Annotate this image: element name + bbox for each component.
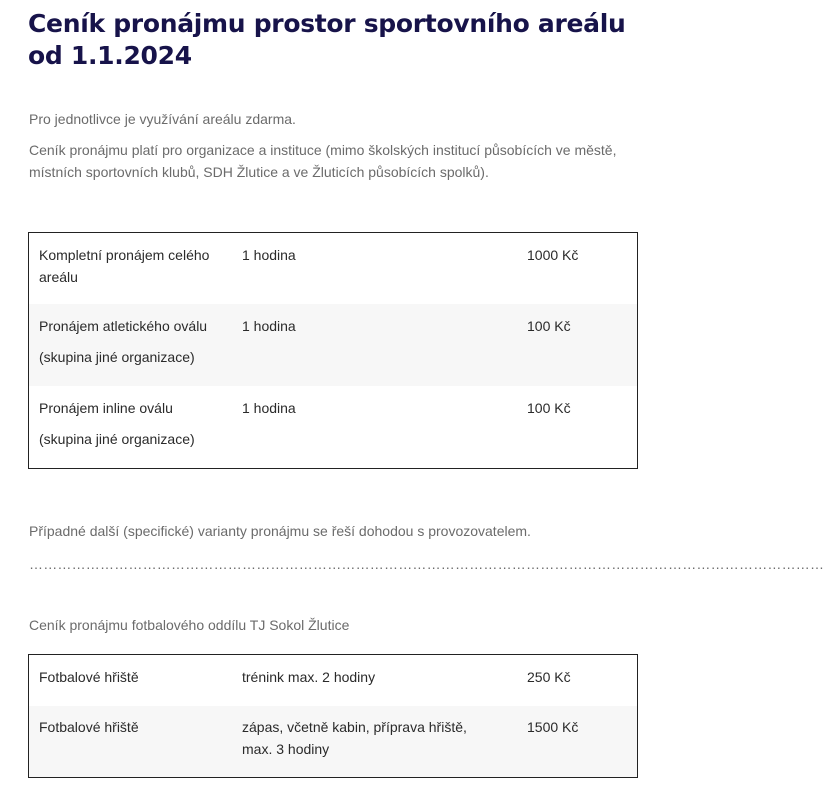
table-cell-duration [232, 315, 517, 386]
price-label: 1000 Kč [527, 247, 579, 263]
table-cell-duration [232, 666, 517, 706]
price-table-area [28, 232, 638, 469]
table-row [29, 233, 637, 304]
item-note: (skupina jiné organizace) [39, 431, 195, 447]
table-cell-item [29, 716, 232, 777]
table-cell-item [29, 244, 232, 304]
duration-label: 1 hodina [242, 247, 296, 263]
price-label: 250 Kč [527, 669, 571, 685]
price-label: 100 Kč [527, 318, 571, 334]
dotted-separator: …………………………………………………………………………………………………………………………………………………… [29, 556, 824, 572]
table-cell-price [517, 315, 637, 386]
item-label: Kompletní pronájem celého areálu [39, 247, 210, 285]
item-label: Fotbalové hřiště [39, 669, 139, 685]
intro-free-use: Pro jednotlivce je využívání areálu zdarma. [29, 111, 296, 127]
table-row [29, 655, 637, 706]
other-variants-note: Případné další (specifické) varianty pronájmu se řeší dohodou s provozovatelem. [29, 523, 531, 539]
item-label: Pronájem inline oválu [39, 400, 173, 416]
price-label: 1500 Kč [527, 719, 579, 735]
table-row [29, 304, 637, 386]
table-row [29, 386, 637, 468]
duration-label: zápas, včetně kabin, příprava hřiště, max. 3 hodiny [242, 719, 467, 757]
table-cell-duration [232, 397, 517, 468]
table-cell-price [517, 397, 637, 468]
table-cell-price [517, 716, 637, 777]
item-label: Fotbalové hřiště [39, 719, 139, 735]
table-cell-item [29, 397, 232, 468]
table-row [29, 706, 637, 777]
table-cell-price [517, 666, 637, 706]
table-cell-duration [232, 716, 517, 777]
duration-label: trénink max. 2 hodiny [242, 669, 376, 685]
page-title: Ceník pronájmu prostor sportovního areálu od 1.1.2024 [28, 9, 626, 70]
price-label: 100 Kč [527, 400, 571, 416]
football-heading: Ceník pronájmu fotbalového oddílu TJ Sokol Žlutice [29, 617, 350, 633]
table-cell-price [517, 244, 637, 304]
item-note: (skupina jiné organizace) [39, 349, 195, 365]
item-label: Pronájem atletického oválu [39, 318, 208, 334]
table-cell-duration [232, 244, 517, 304]
price-table-football [28, 654, 638, 778]
table-cell-item [29, 315, 232, 386]
intro-scope: Ceník pronájmu platí pro organizace a instituce (mimo školských institucí působících ve městě, místních sportovních klubů, SDH Žlutice a ve Žluticích působících spolků). [29, 142, 617, 180]
table-cell-item [29, 666, 232, 706]
duration-label: 1 hodina [242, 400, 296, 416]
duration-label: 1 hodina [242, 318, 296, 334]
